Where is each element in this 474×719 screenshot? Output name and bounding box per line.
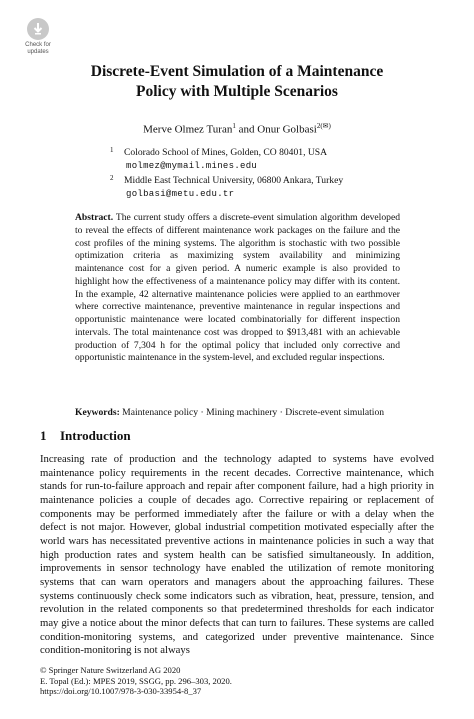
author-name: Merve Olmez Turan: [143, 123, 233, 136]
section-title: Introduction: [60, 428, 131, 443]
abstract-label: Abstract.: [75, 212, 114, 223]
abstract: [75, 212, 400, 365]
title-line-1: Discrete-Event Simulation of a Maintenance: [90, 63, 384, 80]
keywords-label: Keywords:: [75, 407, 120, 418]
affiliation-org: 2 Middle East Technical University, 06800 Ankara, Turkey: [110, 174, 344, 187]
page-footer: [40, 665, 232, 697]
title-line-2: Policy with Multiple Scenarios: [136, 83, 338, 100]
abstract-text: The current study offers a discrete-event simulation algorithm developed to reveal the effects of different maintenance work packages on the failure and the cost profiles of the mining systems. The algorithm is stochastic with two possible optimization criteria as maximizing system availability and minimizing maintenance cost for a given period. A numeric example is also provided to highlight how the effectiveness of a maintenance policy may differ with its content. In the example, 42 alternative maintenance policies were applied to an earthmover where corrective maintenance, preventive maintenance in regular inspections and opportunistic maintenance were located combinatorially for different inspection intervals. The total maintenance cost was dropped to $913,481 with an achievable production of 7,304 h for the optimal policy that included only corrective and opportunistic maintenance in the system-level, and excluded regular inspections.: [75, 212, 400, 364]
intro-paragraph: Increasing rate of production and the technology adapted to systems have evolved maintenance policy requirements in the recent decades. Corrective maintenance, which stands for run-to-failure approach and repair after component failure, had a high priority in maintenance policies a couple of decades ago. Corrective repairing or replacement of components may be performed immediately after the failure or with a delay when the defect is not major. However, global industrial competition motivated especially after the world wars has necessitated preventive actions in maintenance policies in such a way that high production rates and system health can be satisfied simultaneously. In addition, improvements in sensor technology have enabled the utilization of remote monitoring systems that can warn operators and managers about the approaching failures. These systems continuously check some indicators such as vibration, heat, pressure, tension, and revolution in the related components so that predetermined thresholds for each indicator may give a notice about the minor defects that can turn to failures. These systems are called condition-monitoring systems, and categorized under preventive maintenance. Since condition-monitoring is not always: [40, 453, 434, 657]
keywords: [75, 407, 400, 420]
author-affil-sup: 1: [232, 122, 236, 130]
check-updates-icon: [27, 18, 49, 40]
author-affil-sup: 2(✉): [316, 122, 331, 130]
affiliation-email[interactable]: golbasi@metu.edu.tr: [126, 188, 235, 199]
author-name: Onur Golbasi: [257, 123, 317, 136]
copyright-line: © Springer Nature Switzerland AG 2020: [40, 665, 181, 675]
author-separator: and: [235, 123, 258, 136]
author-list: [40, 122, 434, 136]
keywords-text: Maintenance policy · Mining machinery · Discrete-event simulation: [119, 407, 385, 418]
check-for-updates-badge[interactable]: [20, 18, 56, 62]
doi-link[interactable]: https://doi.org/10.1007/978-3-030-33954-8_37: [40, 686, 202, 696]
citation-line: E. Topal (Ed.): MPES 2019, SSGG, pp. 296–303, 2020.: [40, 675, 232, 686]
badge-label: Check for updates: [25, 42, 51, 55]
affiliation-org: 1 Colorado School of Mines, Golden, CO 80401, USA: [110, 146, 328, 158]
affiliation-email[interactable]: molmez@mymail.mines.edu: [126, 160, 258, 171]
affiliations: [110, 144, 343, 200]
section-number: 1: [40, 428, 47, 443]
paper-title: [40, 62, 434, 102]
section-heading: [40, 428, 131, 444]
